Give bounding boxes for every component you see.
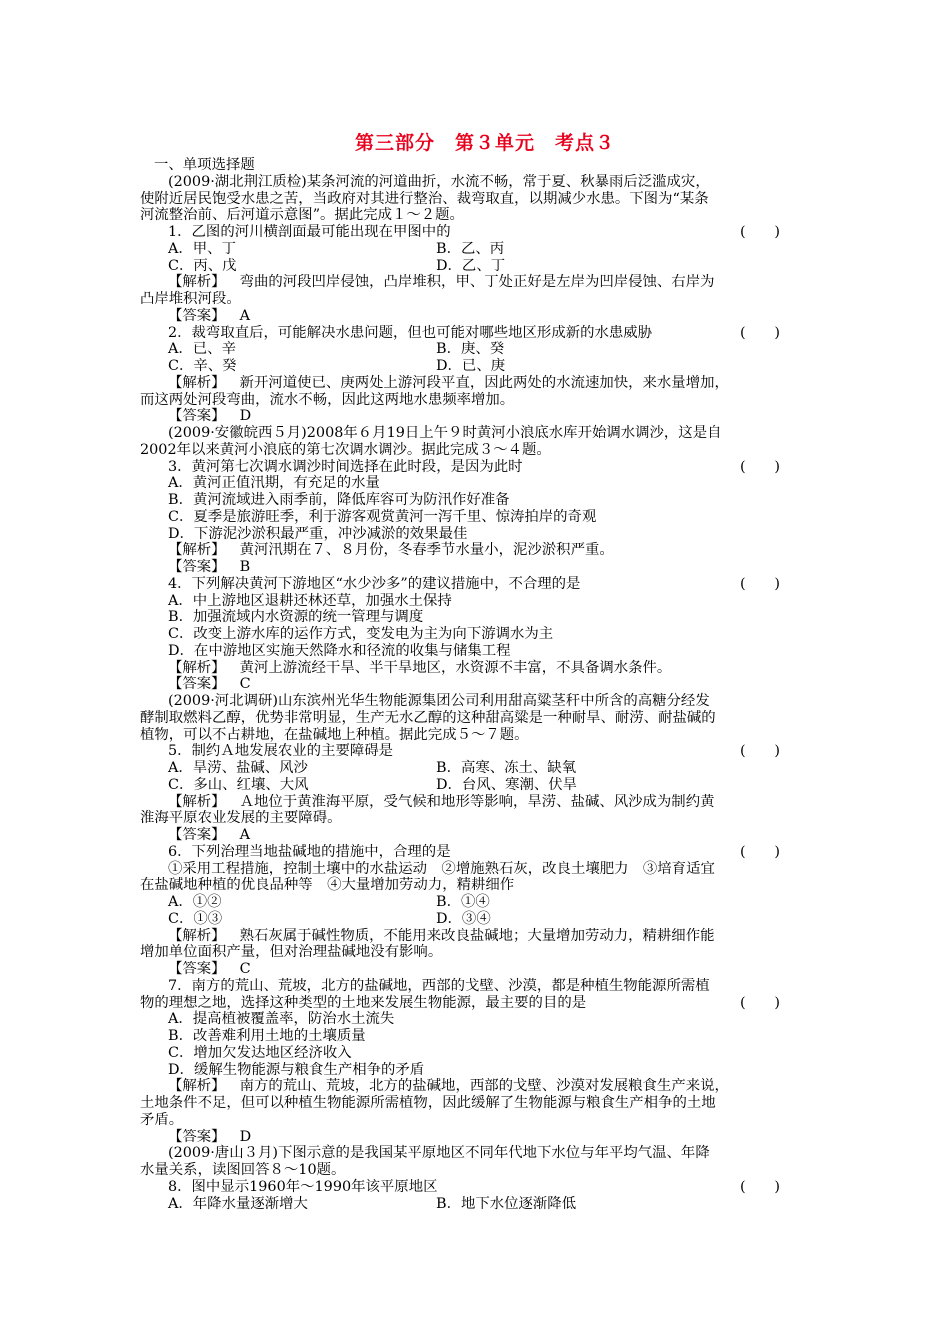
answer-blank: ( ) — [740, 743, 781, 760]
line-text: 凸岸堆积河段。 — [140, 291, 241, 307]
text-line — [140, 743, 830, 760]
text-line — [140, 1112, 830, 1129]
line-text: A．黄河正值汛期，有充足的水量 — [168, 475, 380, 492]
text-line — [140, 442, 830, 459]
line-text: 一、单项选择题 — [154, 157, 255, 173]
line-text: 4．下列解决黄河下游地区“水少沙多”的建议措施中，不合理的是 — [168, 575, 581, 592]
option-left: A．旱涝、盐碱、风沙 — [168, 760, 308, 776]
line-text: 1．乙图的河川横剖面最可能出现在甲图中的 — [168, 224, 451, 240]
line-text: C — [239, 676, 251, 693]
option-right: B．地下水位逐渐降低 — [436, 1195, 577, 1212]
text-line — [140, 325, 830, 342]
text-line — [140, 894, 830, 911]
text-line — [140, 509, 830, 526]
text-line — [140, 576, 830, 593]
text-line — [140, 475, 830, 492]
line-text: 使附近居民饱受水患之苦，当政府对其进行整治、裁弯取直，以期减少水患。下图为“某条 — [140, 190, 709, 207]
line-text: 6．下列治理当地盐碱地的措施中，合理的是 — [168, 843, 451, 860]
line-text: A．提高植被覆盖率，防治水土流失 — [168, 1011, 395, 1028]
line-text: 弯曲的河段凹岸侵蚀，凸岸堆积，甲、丁处正好是左岸为凹岸侵蚀、右岸为 — [239, 274, 715, 291]
option-right: D．③④ — [436, 910, 491, 927]
text-line — [140, 844, 830, 861]
page-title: 第三部分 第３单元 考点３ — [354, 132, 615, 154]
answer-blank: ( ) — [740, 458, 781, 475]
text-line — [140, 392, 830, 409]
text-line — [140, 274, 830, 291]
line-text: D．下游泥沙淤积最严重，冲沙减淤的效果最佳 — [168, 525, 468, 542]
answer-tag: 【答案】 — [168, 961, 226, 977]
text-line — [140, 341, 830, 358]
answer-blank: ( ) — [740, 994, 781, 1011]
answer-tag: 【解析】 — [168, 274, 226, 291]
text-line — [140, 710, 830, 727]
text-line — [140, 609, 830, 626]
option-left: C．①③ — [168, 910, 223, 927]
line-text: B．黄河流域进入雨季前，降低库容可为防汛作好准备 — [168, 492, 510, 508]
line-text: 2．裁弯取直后，可能解决水患问题，但也可能对哪些地区形成新的水患威胁 — [168, 324, 653, 341]
text-line — [140, 593, 830, 610]
text-line — [140, 492, 830, 509]
line-text: C．改变上游水库的运作方式，变发电为主为向下游调水为主 — [168, 626, 554, 642]
line-text: 黄河上游流经干旱、半干旱地区，水资源不丰富，不具备调水条件。 — [239, 659, 672, 676]
line-text: 而这两处河段弯曲，流水不畅，因此这两地水患频率增加。 — [140, 391, 515, 408]
text-line — [140, 408, 830, 425]
option-left: A．①② — [168, 894, 222, 910]
answer-tag: 【答案】 — [168, 307, 226, 324]
line-text: C．夏季是旅游旺季，利于游客观赏黄河一泻千里、惊涛拍岸的奇观 — [168, 508, 597, 525]
option-left: C．丙、戊 — [168, 257, 237, 274]
line-text: 矛盾。 — [140, 1111, 184, 1128]
answer-blank: ( ) — [740, 1178, 781, 1195]
text-line — [140, 911, 830, 928]
text-line — [140, 626, 830, 643]
line-text: 水量关系，读图回答８～10题。 — [140, 1162, 346, 1178]
text-line — [140, 542, 830, 559]
line-text: (2009·唐山３月)下图示意的是我国某平原地区不同年代地下水位与年平均气温、年降 — [168, 1145, 710, 1162]
text-line — [140, 978, 830, 995]
text-line — [140, 1129, 830, 1146]
line-text: (2009·安徽皖西５月)2008年６月19日上午９时黄河小浪底水库开始调水调沙，这是自 — [168, 425, 722, 441]
answer-tag: 【答案】 — [168, 559, 226, 575]
line-text: B．改善难利用土地的土壤质量 — [168, 1028, 366, 1044]
line-text: (2009·河北调研)山东滨州光华生物能源集团公司利用甜高粱茎秆中所含的高糖分经发 — [168, 693, 710, 709]
text-line — [140, 928, 830, 945]
line-text: 淮海平原农业发展的主要障碍。 — [140, 810, 342, 827]
option-left: C．辛、癸 — [168, 358, 237, 374]
text-line — [140, 1095, 830, 1112]
text-line — [140, 375, 830, 392]
option-left: C．多山、红壤、大风 — [168, 776, 309, 793]
line-text: 2002年以来黄河小浪底的第七次调水调沙。据此完成３～４题。 — [140, 441, 551, 458]
option-right: D．台风、寒潮、伏旱 — [436, 776, 578, 793]
document-body — [140, 157, 830, 1212]
line-text: 植物，可以不占耕地，在盐碱地上种植。据此完成５～７题。 — [140, 726, 529, 743]
line-text: 黄河汛期在７、８月份，冬春季节水量小，泥沙淤积严重。 — [239, 542, 614, 559]
text-line — [140, 861, 830, 878]
line-text: 3．黄河第七次调水调沙时间选择在此时段，是因为此时 — [168, 458, 523, 475]
text-line — [140, 693, 830, 710]
answer-blank: ( ) — [740, 843, 781, 860]
answer-tag: 【解析】 — [168, 659, 226, 676]
text-line — [140, 224, 830, 241]
answer-tag: 【解析】 — [168, 793, 226, 810]
text-line — [140, 727, 830, 744]
line-text: 河流整治前、后河道示意图”。据此完成１～２题。 — [140, 207, 464, 224]
answer-tag: 【答案】 — [168, 827, 226, 843]
text-line — [140, 425, 830, 442]
answer-tag: 【解析】 — [168, 542, 226, 559]
line-text: Ａ地位于黄淮海平原，受气候和地形等影响，旱涝、盐碱、风沙成为制约黄 — [239, 793, 715, 810]
option-left: A．甲、丁 — [168, 240, 236, 257]
text-line — [140, 308, 830, 325]
text-line — [140, 1196, 830, 1213]
text-line — [140, 643, 830, 660]
option-left: A．已、辛 — [168, 341, 236, 358]
text-line — [140, 358, 830, 375]
line-text: D．缓解生物能源与粮食生产相争的矛盾 — [168, 1061, 425, 1078]
text-line — [140, 559, 830, 576]
line-text: C．增加欠发达地区经济收入 — [168, 1044, 352, 1061]
answer-tag: 【解析】 — [168, 374, 226, 391]
option-right: B．高寒、冻土、缺氧 — [436, 760, 577, 776]
text-line — [140, 944, 830, 961]
line-text: B．加强流域内水资源的统一管理与调度 — [168, 609, 424, 626]
option-right: B．①④ — [436, 894, 490, 910]
text-line — [140, 1062, 830, 1079]
option-right: D．已、庚 — [436, 358, 506, 374]
line-text: 在盐碱地种植的优良品种等 ④大量增加劳动力，精耕细作 — [140, 877, 515, 894]
line-text: D．在中游地区实施天然降水和径流的收集与储集工程 — [168, 642, 511, 659]
answer-tag: 【答案】 — [168, 1128, 226, 1145]
text-line — [140, 291, 830, 308]
answer-tag: 【解析】 — [168, 1078, 226, 1095]
text-line — [140, 794, 830, 811]
line-text: 8．图中显示1960年～1990年该平原地区 — [168, 1178, 438, 1195]
text-line — [140, 1045, 830, 1062]
text-line — [140, 1145, 830, 1162]
line-text: 土地条件不足，但可以种植生物能源所需植物，因此缓解了生物能源与粮食生产相争的土地 — [140, 1095, 716, 1111]
option-right: B．乙、丙 — [436, 240, 505, 257]
text-line — [140, 777, 830, 794]
line-text: 南方的荒山、荒坡，北方的盐碱地，西部的戈壁、沙漠对发展粮食生产来说， — [239, 1078, 729, 1095]
line-text: D — [239, 1128, 252, 1145]
text-line — [140, 676, 830, 693]
text-line — [140, 258, 830, 275]
line-text: B — [239, 559, 251, 575]
text-line — [140, 961, 830, 978]
text-line — [140, 459, 830, 476]
line-text: D — [239, 408, 252, 425]
answer-tag: 【答案】 — [168, 408, 226, 425]
text-line — [140, 1179, 830, 1196]
line-text: 熟石灰属于碱性物质，不能用来改良盐碱地；大量增加劳动力，精耕细作能 — [239, 927, 715, 944]
answer-blank: ( ) — [740, 224, 781, 240]
line-text: ①采用工程措施，控制土壤中的水盐运动 ②增施熟石灰，改良土壤肥力 ③培育适宜 — [168, 860, 715, 877]
text-line — [140, 207, 830, 224]
line-text: 7．南方的荒山、荒坡，北方的盐碱地，西部的戈壁、沙漠，都是种植生物能源所需植 — [168, 977, 710, 994]
line-text: A — [239, 827, 250, 843]
answer-tag: 【解析】 — [168, 927, 226, 944]
option-right: B．庚、癸 — [436, 341, 505, 358]
text-line — [140, 1028, 830, 1045]
text-line — [140, 191, 830, 208]
answer-blank: ( ) — [740, 324, 781, 341]
answer-tag: 【答案】 — [168, 676, 226, 693]
text-line — [140, 660, 830, 677]
option-left: A．年降水量逐渐增大 — [168, 1195, 308, 1212]
text-line — [140, 157, 830, 174]
answer-blank: ( ) — [740, 575, 781, 592]
text-line — [140, 241, 830, 258]
line-text: 酵制取燃料乙醇，优势非常明显，生产无水乙醇的这种甜高粱是一种耐旱、耐涝、耐盐碱的 — [140, 709, 716, 726]
line-text: A．中上游地区退耕还林还草，加强水土保持 — [168, 592, 452, 609]
line-text: 新开河道使已、庚两处上游河段平直，因此两处的水流速加快，来水量增加， — [239, 374, 729, 391]
text-line — [140, 1162, 830, 1179]
text-line — [140, 1078, 830, 1095]
line-text: A — [239, 307, 250, 324]
text-line — [140, 526, 830, 543]
text-line — [140, 995, 830, 1012]
text-line — [140, 174, 830, 191]
document-page — [140, 128, 830, 1212]
line-text: (2009·湖北荆江质检)某条河流的河道曲折，水流不畅，常于夏、秋暴雨后泛滥成灾， — [168, 173, 710, 190]
option-right: D．乙、丁 — [436, 257, 506, 274]
text-line — [140, 877, 830, 894]
text-line — [140, 760, 830, 777]
line-text: 物的理想之地，选择这种类型的土地来发展生物能源，最主要的目的是 — [140, 994, 587, 1011]
line-text: C — [239, 961, 251, 977]
text-line — [140, 1011, 830, 1028]
line-text: 增加单位面积产量，但对治理盐碱地没有影响。 — [140, 944, 443, 961]
text-line — [140, 827, 830, 844]
text-line — [140, 810, 830, 827]
line-text: 5．制约Ａ地发展农业的主要障碍是 — [168, 743, 394, 760]
